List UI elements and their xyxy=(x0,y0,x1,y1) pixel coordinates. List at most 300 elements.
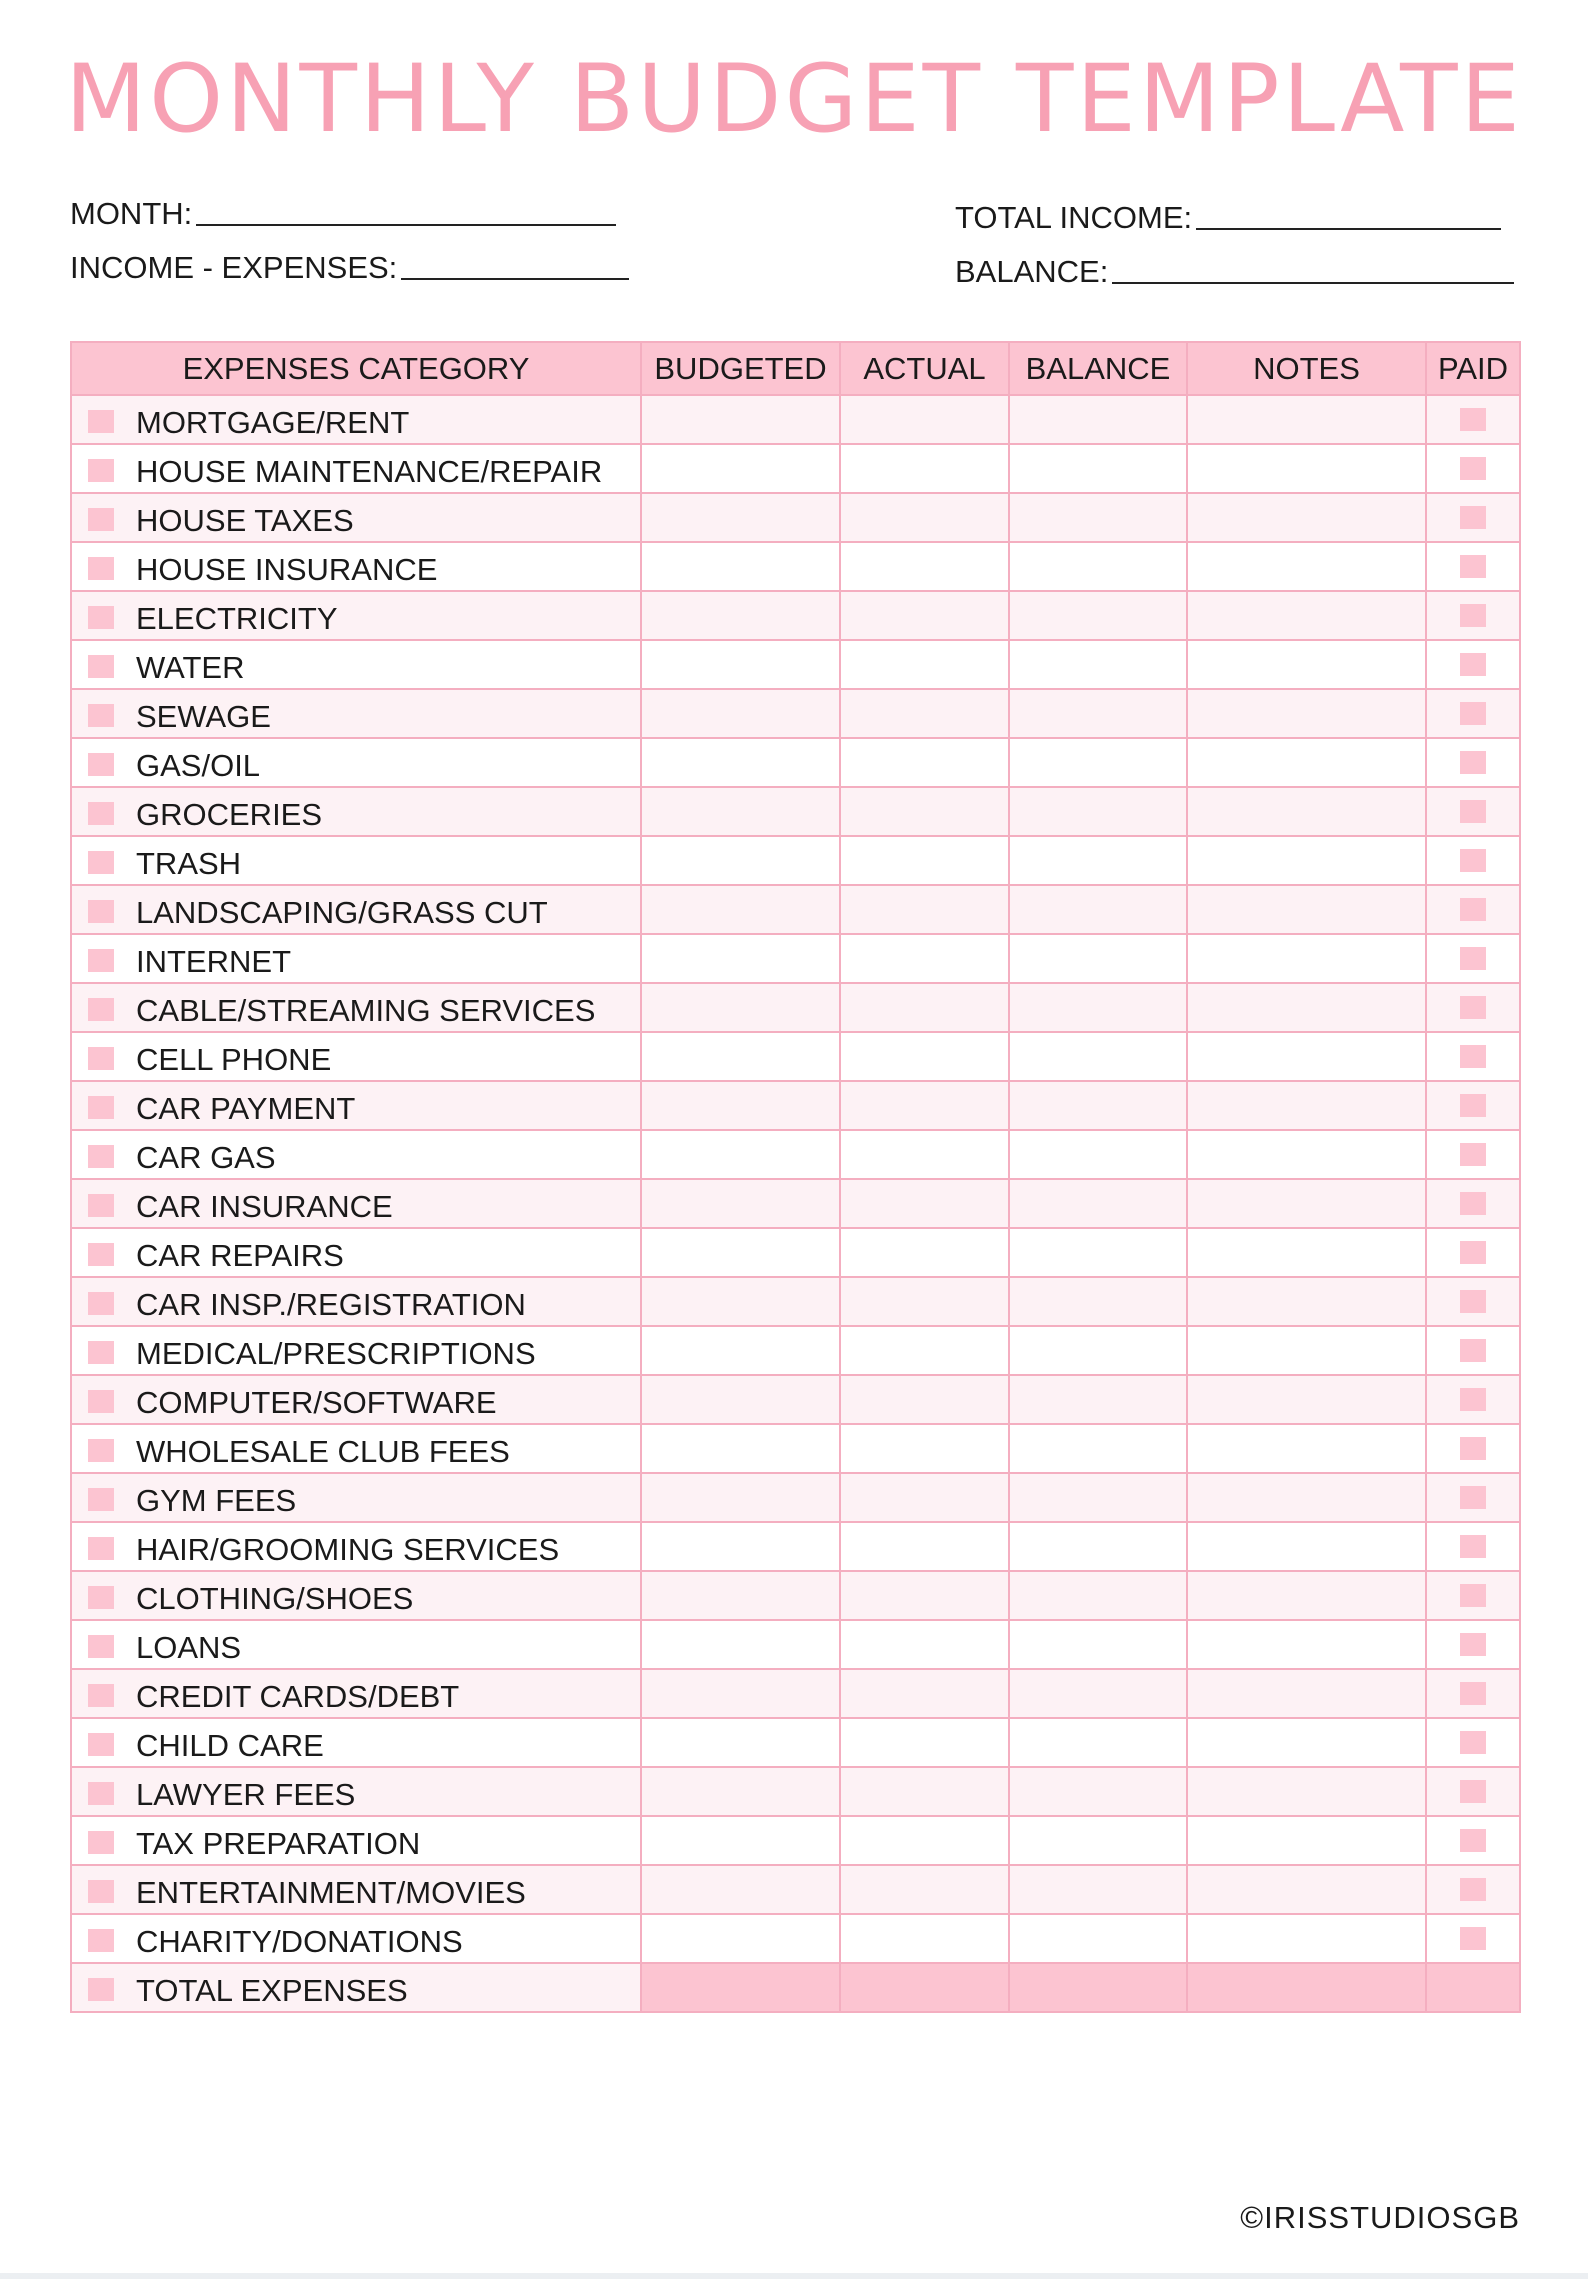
budgeted-cell[interactable] xyxy=(641,1522,840,1571)
actual-cell[interactable] xyxy=(840,1326,1009,1375)
category-checkbox[interactable] xyxy=(88,1929,114,1952)
category-cell xyxy=(71,1032,641,1081)
budgeted-cell[interactable] xyxy=(641,1473,840,1522)
paid-checkbox[interactable] xyxy=(1460,751,1486,774)
category-label: CAR INSP./REGISTRATION xyxy=(136,1287,526,1322)
paid-cell[interactable] xyxy=(1426,1473,1520,1522)
notes-cell[interactable] xyxy=(1187,1522,1426,1571)
category-cell xyxy=(71,1522,641,1571)
category-label: TAX PREPARATION xyxy=(136,1826,421,1861)
paid-checkbox[interactable] xyxy=(1460,1584,1486,1607)
paid-checkbox[interactable] xyxy=(1460,1094,1486,1117)
actual-cell[interactable] xyxy=(840,1032,1009,1081)
table-row xyxy=(71,836,1520,885)
paid-cell[interactable] xyxy=(1426,1424,1520,1473)
actual-cell[interactable] xyxy=(840,689,1009,738)
paid-checkbox[interactable] xyxy=(1460,1045,1486,1068)
paid-checkbox[interactable] xyxy=(1460,408,1486,431)
budgeted-cell[interactable] xyxy=(641,1571,840,1620)
category-checkbox[interactable] xyxy=(88,1635,114,1658)
budgeted-cell[interactable] xyxy=(641,1865,840,1914)
category-label: HOUSE INSURANCE xyxy=(136,552,438,587)
balance-cell[interactable] xyxy=(1009,983,1187,1032)
budgeted-cell[interactable] xyxy=(641,983,840,1032)
paid-checkbox[interactable] xyxy=(1460,1927,1486,1950)
category-checkbox[interactable] xyxy=(88,704,114,727)
actual-cell[interactable] xyxy=(840,1914,1009,1963)
notes-cell[interactable] xyxy=(1187,738,1426,787)
notes-cell[interactable] xyxy=(1187,1914,1426,1963)
budgeted-cell[interactable] xyxy=(641,1963,840,2012)
paid-cell[interactable] xyxy=(1426,1326,1520,1375)
paid-checkbox[interactable] xyxy=(1460,1829,1486,1852)
category-checkbox[interactable] xyxy=(88,410,114,433)
notes-cell[interactable] xyxy=(1187,1228,1426,1277)
paid-checkbox[interactable] xyxy=(1460,555,1486,578)
balance-cell[interactable] xyxy=(1009,885,1187,934)
budgeted-cell[interactable] xyxy=(641,640,840,689)
actual-cell[interactable] xyxy=(840,1865,1009,1914)
actual-cell[interactable] xyxy=(840,1375,1009,1424)
paid-cell[interactable] xyxy=(1426,934,1520,983)
notes-cell[interactable] xyxy=(1187,1032,1426,1081)
category-label: HAIR/GROOMING SERVICES xyxy=(136,1532,560,1567)
paid-cell[interactable] xyxy=(1426,1914,1520,1963)
actual-cell[interactable] xyxy=(840,787,1009,836)
balance-cell[interactable] xyxy=(1009,1032,1187,1081)
actual-cell[interactable] xyxy=(840,1473,1009,1522)
paid-cell[interactable] xyxy=(1426,689,1520,738)
paid-cell[interactable] xyxy=(1426,542,1520,591)
actual-cell[interactable] xyxy=(840,493,1009,542)
category-checkbox[interactable] xyxy=(88,1782,114,1805)
balance-cell[interactable] xyxy=(1009,787,1187,836)
paid-cell[interactable] xyxy=(1426,444,1520,493)
category-label: LAWYER FEES xyxy=(136,1777,356,1812)
month-line[interactable] xyxy=(196,224,616,226)
category-label: CHILD CARE xyxy=(136,1728,324,1763)
table-row xyxy=(71,738,1520,787)
balance-cell[interactable] xyxy=(1009,1865,1187,1914)
paid-cell[interactable] xyxy=(1426,395,1520,444)
paid-checkbox[interactable] xyxy=(1460,947,1486,970)
category-label: CLOTHING/SHOES xyxy=(136,1581,414,1616)
category-label: CAR GAS xyxy=(136,1140,276,1175)
category-label: GYM FEES xyxy=(136,1483,297,1518)
paid-checkbox[interactable] xyxy=(1460,604,1486,627)
category-cell xyxy=(71,1718,641,1767)
notes-cell[interactable] xyxy=(1187,1718,1426,1767)
paid-cell[interactable] xyxy=(1426,1767,1520,1816)
paid-cell[interactable] xyxy=(1426,493,1520,542)
actual-cell[interactable] xyxy=(840,1081,1009,1130)
category-checkbox[interactable] xyxy=(88,508,114,531)
paid-checkbox[interactable] xyxy=(1460,1731,1486,1754)
table-row xyxy=(71,787,1520,836)
paid-cell[interactable] xyxy=(1426,1179,1520,1228)
table-row xyxy=(71,1326,1520,1375)
actual-cell[interactable] xyxy=(840,1620,1009,1669)
table-row xyxy=(71,1522,1520,1571)
balance-cell[interactable] xyxy=(1009,1767,1187,1816)
copyright: ©IRISSTUDIOSGB xyxy=(1240,2200,1520,2235)
balance-cell[interactable] xyxy=(1009,444,1187,493)
notes-cell[interactable] xyxy=(1187,493,1426,542)
actual-cell[interactable] xyxy=(840,1571,1009,1620)
category-cell xyxy=(71,542,641,591)
paid-cell[interactable] xyxy=(1426,1865,1520,1914)
category-checkbox[interactable] xyxy=(88,1390,114,1413)
paid-checkbox[interactable] xyxy=(1460,702,1486,725)
paid-cell[interactable] xyxy=(1426,640,1520,689)
balance-cell[interactable] xyxy=(1009,1669,1187,1718)
actual-cell[interactable] xyxy=(840,885,1009,934)
category-label: TRASH xyxy=(136,846,242,881)
budgeted-cell[interactable] xyxy=(641,885,840,934)
actual-cell[interactable] xyxy=(840,1522,1009,1571)
category-checkbox[interactable] xyxy=(88,753,114,776)
category-cell xyxy=(71,1277,641,1326)
budgeted-cell[interactable] xyxy=(641,1767,840,1816)
category-label: WHOLESALE CLUB FEES xyxy=(136,1434,510,1469)
notes-cell[interactable] xyxy=(1187,395,1426,444)
table-row xyxy=(71,1179,1520,1228)
category-checkbox[interactable] xyxy=(88,998,114,1021)
notes-cell[interactable] xyxy=(1187,689,1426,738)
actual-cell[interactable] xyxy=(840,1179,1009,1228)
notes-cell[interactable] xyxy=(1187,1620,1426,1669)
paid-cell[interactable] xyxy=(1426,885,1520,934)
income-minus-expenses-line[interactable] xyxy=(401,278,629,280)
budgeted-cell[interactable] xyxy=(641,493,840,542)
budgeted-cell[interactable] xyxy=(641,542,840,591)
budgeted-cell[interactable] xyxy=(641,1130,840,1179)
header-actual: ACTUAL xyxy=(840,342,1009,395)
paid-checkbox[interactable] xyxy=(1460,1437,1486,1460)
category-cell xyxy=(71,983,641,1032)
actual-cell[interactable] xyxy=(840,1277,1009,1326)
paid-checkbox[interactable] xyxy=(1460,800,1486,823)
budgeted-cell[interactable] xyxy=(641,787,840,836)
paid-checkbox[interactable] xyxy=(1460,1633,1486,1656)
balance-cell[interactable] xyxy=(1009,1179,1187,1228)
paid-checkbox[interactable] xyxy=(1460,996,1486,1019)
paid-cell[interactable] xyxy=(1426,591,1520,640)
paid-cell[interactable] xyxy=(1426,836,1520,885)
notes-cell[interactable] xyxy=(1187,1816,1426,1865)
table-row xyxy=(71,1277,1520,1326)
category-checkbox[interactable] xyxy=(88,1978,114,2001)
paid-checkbox[interactable] xyxy=(1460,457,1486,480)
actual-cell[interactable] xyxy=(840,1816,1009,1865)
notes-cell[interactable] xyxy=(1187,1424,1426,1473)
balance-cell[interactable] xyxy=(1009,1081,1187,1130)
paid-checkbox[interactable] xyxy=(1460,1535,1486,1558)
budgeted-cell[interactable] xyxy=(641,1718,840,1767)
category-checkbox[interactable] xyxy=(88,1684,114,1707)
balance-cell[interactable] xyxy=(1009,1718,1187,1767)
paid-cell[interactable] xyxy=(1426,1277,1520,1326)
actual-cell[interactable] xyxy=(840,395,1009,444)
notes-cell[interactable] xyxy=(1187,1081,1426,1130)
table-row xyxy=(71,1473,1520,1522)
notes-cell[interactable] xyxy=(1187,1179,1426,1228)
paid-cell[interactable] xyxy=(1426,1816,1520,1865)
table-row xyxy=(71,1081,1520,1130)
budgeted-cell[interactable] xyxy=(641,1179,840,1228)
paid-checkbox[interactable] xyxy=(1460,1241,1486,1264)
notes-cell[interactable] xyxy=(1187,787,1426,836)
category-cell xyxy=(71,444,641,493)
paid-checkbox[interactable] xyxy=(1460,1339,1486,1362)
notes-cell[interactable] xyxy=(1187,1963,1426,2012)
balance-cell[interactable] xyxy=(1009,1963,1187,2012)
category-cell xyxy=(71,1130,641,1179)
paid-checkbox[interactable] xyxy=(1460,1780,1486,1803)
actual-cell[interactable] xyxy=(840,983,1009,1032)
category-checkbox[interactable] xyxy=(88,1243,114,1266)
table-row xyxy=(71,885,1520,934)
budgeted-cell[interactable] xyxy=(641,1669,840,1718)
category-checkbox[interactable] xyxy=(88,1292,114,1315)
actual-cell[interactable] xyxy=(840,640,1009,689)
category-checkbox[interactable] xyxy=(88,557,114,580)
category-cell xyxy=(71,787,641,836)
notes-cell[interactable] xyxy=(1187,1865,1426,1914)
category-checkbox[interactable] xyxy=(88,1194,114,1217)
actual-cell[interactable] xyxy=(840,1963,1009,2012)
balance-cell[interactable] xyxy=(1009,1277,1187,1326)
balance-cell[interactable] xyxy=(1009,640,1187,689)
category-label: CAR REPAIRS xyxy=(136,1238,344,1273)
balance-cell[interactable] xyxy=(1009,689,1187,738)
category-cell xyxy=(71,1326,641,1375)
balance-cell[interactable] xyxy=(1009,1522,1187,1571)
category-label: GROCERIES xyxy=(136,797,323,832)
notes-cell[interactable] xyxy=(1187,1326,1426,1375)
budgeted-cell[interactable] xyxy=(641,1914,840,1963)
paid-cell[interactable] xyxy=(1426,1228,1520,1277)
balance-cell[interactable] xyxy=(1009,591,1187,640)
budgeted-cell[interactable] xyxy=(641,738,840,787)
table-row xyxy=(71,1032,1520,1081)
budgeted-cell[interactable] xyxy=(641,1081,840,1130)
table-row xyxy=(71,1228,1520,1277)
category-cell xyxy=(71,1179,641,1228)
category-cell xyxy=(71,1669,641,1718)
paid-cell[interactable] xyxy=(1426,787,1520,836)
paid-checkbox[interactable] xyxy=(1460,1143,1486,1166)
notes-cell[interactable] xyxy=(1187,444,1426,493)
paid-checkbox[interactable] xyxy=(1460,1192,1486,1215)
actual-cell[interactable] xyxy=(840,444,1009,493)
actual-cell[interactable] xyxy=(840,1130,1009,1179)
table-row xyxy=(71,493,1520,542)
header-row xyxy=(71,342,1520,395)
category-cell xyxy=(71,1620,641,1669)
category-cell xyxy=(71,836,641,885)
balance-cell[interactable] xyxy=(1009,1914,1187,1963)
balance-line[interactable] xyxy=(1112,282,1514,284)
budgeted-cell[interactable] xyxy=(641,1277,840,1326)
paid-checkbox[interactable] xyxy=(1460,1486,1486,1509)
balance-cell[interactable] xyxy=(1009,934,1187,983)
category-cell xyxy=(71,1081,641,1130)
budgeted-cell[interactable] xyxy=(641,395,840,444)
income-minus-expenses-field xyxy=(70,246,629,286)
balance-cell[interactable] xyxy=(1009,542,1187,591)
budgeted-cell[interactable] xyxy=(641,689,840,738)
balance-cell[interactable] xyxy=(1009,493,1187,542)
category-cell xyxy=(71,1473,641,1522)
category-checkbox[interactable] xyxy=(88,606,114,629)
paid-cell[interactable] xyxy=(1426,1375,1520,1424)
actual-cell[interactable] xyxy=(840,1424,1009,1473)
balance-cell[interactable] xyxy=(1009,1130,1187,1179)
paid-cell xyxy=(1426,1963,1520,2012)
category-label: CHARITY/DONATIONS xyxy=(136,1924,463,1959)
actual-cell[interactable] xyxy=(840,1669,1009,1718)
budgeted-cell[interactable] xyxy=(641,1326,840,1375)
category-checkbox[interactable] xyxy=(88,655,114,678)
actual-cell[interactable] xyxy=(840,934,1009,983)
notes-cell[interactable] xyxy=(1187,640,1426,689)
notes-cell[interactable] xyxy=(1187,1571,1426,1620)
table-row xyxy=(71,1865,1520,1914)
category-checkbox[interactable] xyxy=(88,1145,114,1168)
actual-cell[interactable] xyxy=(840,1767,1009,1816)
header-balance: BALANCE xyxy=(1009,342,1187,395)
category-checkbox[interactable] xyxy=(88,949,114,972)
balance-cell[interactable] xyxy=(1009,1424,1187,1473)
balance-cell[interactable] xyxy=(1009,1620,1187,1669)
paid-checkbox[interactable] xyxy=(1460,898,1486,921)
paid-cell[interactable] xyxy=(1426,1081,1520,1130)
notes-cell[interactable] xyxy=(1187,885,1426,934)
paid-cell[interactable] xyxy=(1426,1718,1520,1767)
budgeted-cell[interactable] xyxy=(641,1032,840,1081)
paid-cell[interactable] xyxy=(1426,1522,1520,1571)
actual-cell[interactable] xyxy=(840,738,1009,787)
table-row xyxy=(71,640,1520,689)
paid-cell[interactable] xyxy=(1426,1620,1520,1669)
balance-cell[interactable] xyxy=(1009,1816,1187,1865)
paid-checkbox[interactable] xyxy=(1460,1878,1486,1901)
budgeted-cell[interactable] xyxy=(641,591,840,640)
notes-cell[interactable] xyxy=(1187,591,1426,640)
category-checkbox[interactable] xyxy=(88,1586,114,1609)
notes-cell[interactable] xyxy=(1187,836,1426,885)
category-checkbox[interactable] xyxy=(88,1537,114,1560)
paid-cell[interactable] xyxy=(1426,983,1520,1032)
category-cell xyxy=(71,640,641,689)
balance-cell[interactable] xyxy=(1009,738,1187,787)
category-checkbox[interactable] xyxy=(88,900,114,923)
category-label: MORTGAGE/RENT xyxy=(136,405,410,440)
category-checkbox[interactable] xyxy=(88,1047,114,1070)
balance-cell[interactable] xyxy=(1009,1326,1187,1375)
budgeted-cell[interactable] xyxy=(641,836,840,885)
category-checkbox[interactable] xyxy=(88,1831,114,1854)
balance-label: BALANCE: xyxy=(955,254,1109,289)
paid-cell[interactable] xyxy=(1426,1130,1520,1179)
income-minus-expenses-label: INCOME - EXPENSES: xyxy=(70,250,398,285)
category-checkbox[interactable] xyxy=(88,851,114,874)
budgeted-cell[interactable] xyxy=(641,1816,840,1865)
balance-cell[interactable] xyxy=(1009,1375,1187,1424)
budgeted-cell[interactable] xyxy=(641,1424,840,1473)
budgeted-cell[interactable] xyxy=(641,444,840,493)
header-notes: NOTES xyxy=(1187,342,1426,395)
budgeted-cell[interactable] xyxy=(641,934,840,983)
total-row xyxy=(71,1963,1520,2012)
category-label: INTERNET xyxy=(136,944,291,979)
actual-cell[interactable] xyxy=(840,1228,1009,1277)
notes-cell[interactable] xyxy=(1187,1130,1426,1179)
balance-cell[interactable] xyxy=(1009,1228,1187,1277)
balance-cell[interactable] xyxy=(1009,395,1187,444)
notes-cell[interactable] xyxy=(1187,1669,1426,1718)
category-checkbox[interactable] xyxy=(88,1880,114,1903)
category-label: CAR INSURANCE xyxy=(136,1189,393,1224)
actual-cell[interactable] xyxy=(840,836,1009,885)
budgeted-cell[interactable] xyxy=(641,1620,840,1669)
total-income-label: TOTAL INCOME: xyxy=(955,200,1193,235)
notes-cell[interactable] xyxy=(1187,934,1426,983)
category-checkbox[interactable] xyxy=(88,1439,114,1462)
budgeted-cell[interactable] xyxy=(641,1375,840,1424)
balance-cell[interactable] xyxy=(1009,1473,1187,1522)
category-cell xyxy=(71,1228,641,1277)
notes-cell[interactable] xyxy=(1187,542,1426,591)
category-cell xyxy=(71,493,641,542)
paid-cell[interactable] xyxy=(1426,738,1520,787)
notes-cell[interactable] xyxy=(1187,1767,1426,1816)
category-checkbox[interactable] xyxy=(88,1733,114,1756)
paid-checkbox[interactable] xyxy=(1460,1290,1486,1313)
category-label: HOUSE TAXES xyxy=(136,503,354,538)
paid-cell[interactable] xyxy=(1426,1032,1520,1081)
category-cell xyxy=(71,1914,641,1963)
notes-cell[interactable] xyxy=(1187,983,1426,1032)
actual-cell[interactable] xyxy=(840,591,1009,640)
category-checkbox[interactable] xyxy=(88,1488,114,1511)
category-label: CREDIT CARDS/DEBT xyxy=(136,1679,460,1714)
category-checkbox[interactable] xyxy=(88,1096,114,1119)
balance-cell[interactable] xyxy=(1009,1571,1187,1620)
category-checkbox[interactable] xyxy=(88,802,114,825)
category-checkbox[interactable] xyxy=(88,1341,114,1364)
budgeted-cell[interactable] xyxy=(641,1228,840,1277)
paid-checkbox[interactable] xyxy=(1460,849,1486,872)
paid-checkbox[interactable] xyxy=(1460,1388,1486,1411)
notes-cell[interactable] xyxy=(1187,1375,1426,1424)
actual-cell[interactable] xyxy=(840,1718,1009,1767)
paid-cell[interactable] xyxy=(1426,1571,1520,1620)
actual-cell[interactable] xyxy=(840,542,1009,591)
paid-checkbox[interactable] xyxy=(1460,1682,1486,1705)
notes-cell[interactable] xyxy=(1187,1473,1426,1522)
category-label: HOUSE MAINTENANCE/REPAIR xyxy=(136,454,603,489)
balance-cell[interactable] xyxy=(1009,836,1187,885)
paid-cell[interactable] xyxy=(1426,1669,1520,1718)
bottom-bar xyxy=(0,2273,1588,2279)
category-checkbox[interactable] xyxy=(88,459,114,482)
paid-checkbox[interactable] xyxy=(1460,653,1486,676)
paid-checkbox[interactable] xyxy=(1460,506,1486,529)
notes-cell[interactable] xyxy=(1187,1277,1426,1326)
total-income-line[interactable] xyxy=(1196,228,1501,230)
